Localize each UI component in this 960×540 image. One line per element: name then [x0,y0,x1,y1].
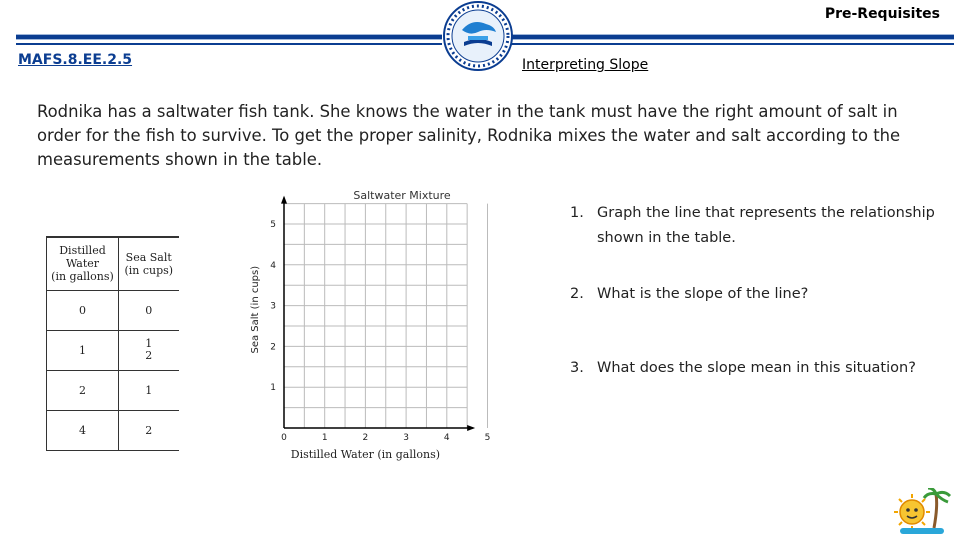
question-number: 3. [570,360,584,376]
top-label: Pre-Requisites [824,6,940,22]
table-cell-water: 1 [47,330,119,370]
table-row [47,330,179,370]
y-axis-label: Sea Salt (in cups) [250,265,261,354]
fraction-numerator: 1 [145,337,153,350]
y-tick-label: 2 [270,342,276,353]
table-cell-salt: 2 [119,410,179,450]
table-cell-water: 0 [47,290,119,330]
table-cell-water: 4 [47,410,119,450]
question-1 [570,201,950,251]
table-cell-salt: 0 [119,290,179,330]
table-cell-water: 2 [47,370,119,410]
x-tick-label: 5 [484,433,491,443]
question-number: 1. [570,205,584,221]
x-axis-arrow [467,425,475,431]
table-header-water [47,237,119,290]
x-tick-label: 1 [321,433,328,443]
header-line: Distilled [59,244,106,258]
table-cell-salt: 1 [119,370,179,410]
table-row [47,290,179,330]
table-cell-salt [119,330,179,370]
sun-mascot-icon [890,488,954,536]
header-rule-right [510,34,954,40]
question-text: Graph the line that represents the relationship shown in the table. [597,205,935,246]
y-tick-label: 4 [270,260,276,271]
header-line: (in gallons) [51,270,114,284]
mixture-table [46,236,179,451]
y-tick-label: 1 [270,383,276,394]
y-axis-arrow [281,196,287,204]
header-rule-left-thin [16,43,442,45]
district-seal-icon [442,0,514,72]
header-rule-right-thin [510,43,954,45]
chart-title: Saltwater Mixture [353,189,451,202]
x-tick-label: 4 [443,433,450,443]
topic-title: Interpreting Slope [522,57,649,73]
y-tick-label: 5 [270,220,276,230]
table-header-salt [119,237,179,290]
x-tick-label: 3 [403,433,409,443]
header-rule-left [16,34,442,40]
standard-code: MAFS.8.EE.2.5 [18,52,133,68]
header-line: Water [65,257,100,271]
fraction [145,338,152,362]
question-text: What is the slope of the line? [597,286,809,302]
intro-paragraph: Rodnika has a saltwater fish tank. She knows the water in the tank must have the right amount of salt in order for the fish to survive. To get the proper salinity, Rodnika mixes the water and salt according to the measurements shown in the table. [37,102,901,169]
fraction-denominator: 2 [145,349,153,362]
question-text: What does the slope mean in this situation? [597,360,916,376]
question-2 [570,282,950,307]
saltwater-chart[interactable] [240,186,520,468]
x-tick-label: 0 [281,433,287,443]
question-number: 2. [570,286,584,302]
question-3 [570,356,950,381]
x-axis-label: Distilled Water (in gallons) [290,448,441,461]
table-row [47,410,179,450]
header-line: Sea Salt [125,250,172,264]
x-tick-label: 2 [362,433,369,443]
table-row [47,370,179,410]
y-tick-label: 3 [270,301,276,312]
header-line: (in cups) [124,263,174,277]
